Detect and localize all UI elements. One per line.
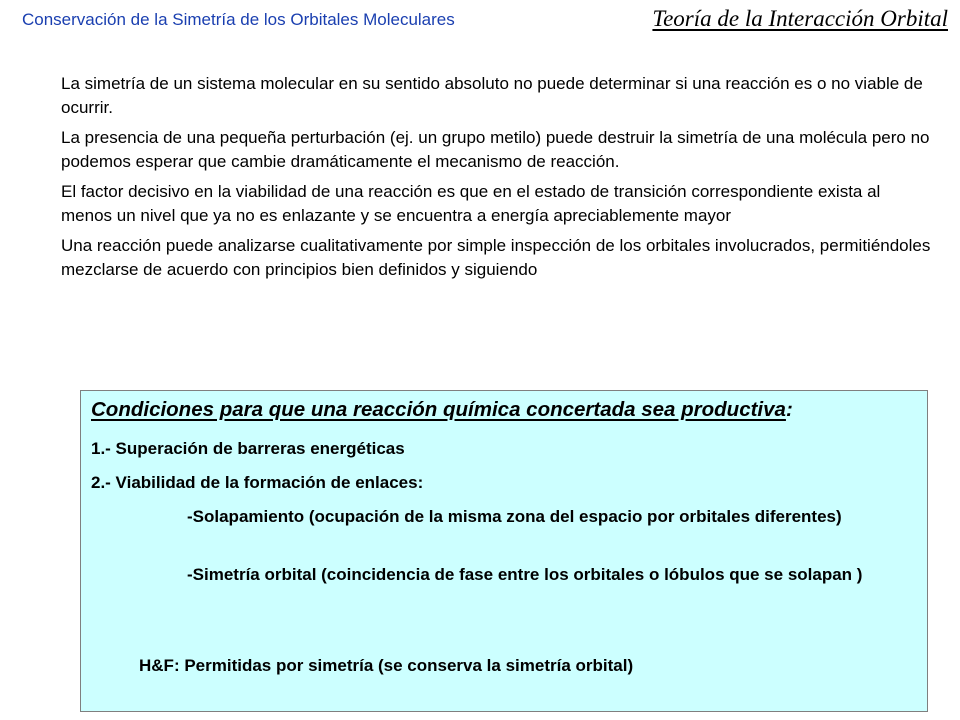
- intro-paragraph-1: La simetría de un sistema molecular en su sentido absoluto no puede determinar si una reacción es o no viable de ocurrir.: [61, 74, 923, 117]
- intro-paragraph-4: Una reacción puede analizarse cualitativamente por simple inspección de los orbitales involucrados, permitiéndoles mezclarse de acuerdo con principios bien definidos y siguiendo: [61, 236, 931, 279]
- condition-item-1: 1.- Superación de barreras energéticas: [91, 439, 405, 458]
- hf-note: H&F: Permitidas por simetría (se conserva la simetría orbital): [139, 656, 634, 675]
- slide-header-left-title: Conservación de la Simetría de los Orbitales Moleculares: [22, 10, 455, 29]
- condition-subitem-overlap: -Solapamiento (ocupación de la misma zona del espacio por orbitales diferentes): [187, 507, 842, 526]
- slide-header-right-title: Teoría de la Interacción Orbital: [652, 6, 948, 31]
- condition-subitem-symmetry: -Simetría orbital (coincidencia de fase entre los orbitales o lóbulos que se solapan ): [187, 565, 863, 584]
- intro-text: [61, 72, 931, 288]
- conditions-title: [91, 398, 793, 422]
- conditions-box: [80, 390, 928, 712]
- intro-paragraph-2: La presencia de una pequeña perturbación (ej. un grupo metilo) puede destruir la simetría de una molécula pero no podemos esperar que cambie dramáticamente el mecanismo de reacción.: [61, 128, 930, 171]
- condition-item-2: 2.- Viabilidad de la formación de enlaces:: [91, 473, 424, 492]
- conditions-title-text: Condiciones para que una reacción química concertada sea productiva: [91, 398, 786, 421]
- conditions-title-colon: :: [785, 398, 793, 421]
- intro-paragraph-3: El factor decisivo en la viabilidad de una reacción es que en el estado de transición correspondiente exista al menos un nivel que ya no es enlazante y se encuentra a energía apreciablemente mayor: [61, 182, 881, 225]
